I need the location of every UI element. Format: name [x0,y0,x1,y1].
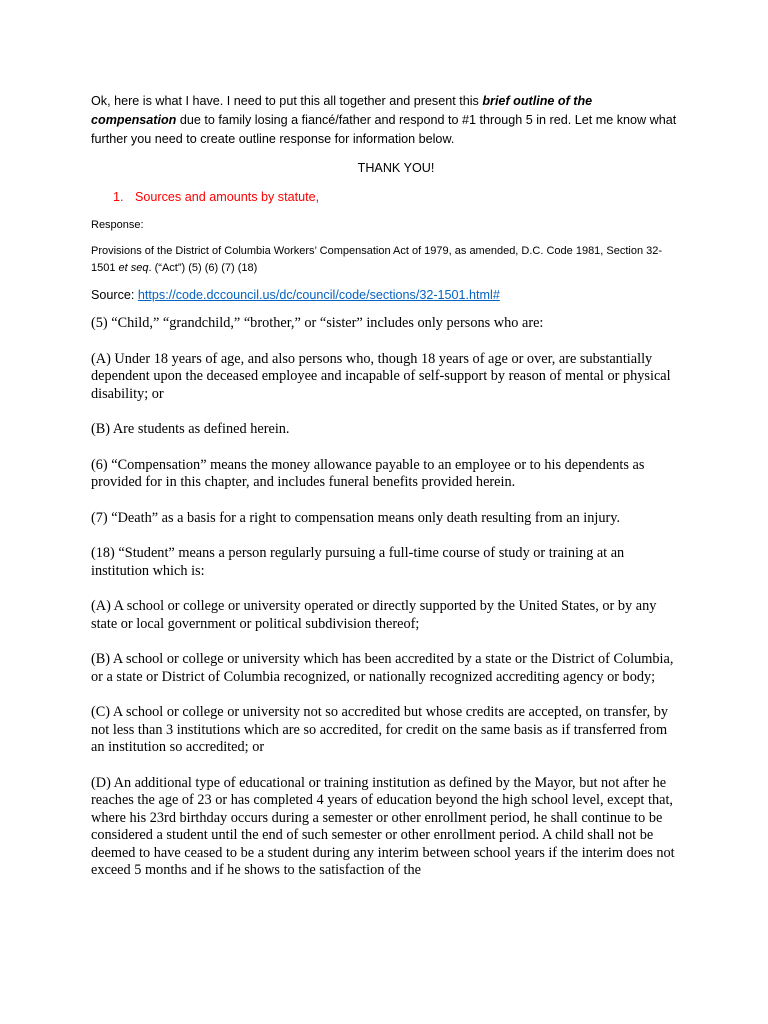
statute-paragraph-6: (6) “Compensation” means the money allowance payable to an employee or to his dependents as provided for in this chapter, and includes funeral benefits provided herein. [91,456,645,490]
intro-text-2: due to family losing a fiancé/father and respond to #1 through 5 in red. Let me know what further you need to create outline response for information below. [91,113,677,146]
list-number: 1. [113,190,124,204]
list-item-label: Sources and amounts by statute, [135,190,320,204]
statute-paragraph-18b: (B) A school or college or university which has been accredited by a state or the District of Columbia, or a state or District of Columbia recognized, or nationally recognized accrediting agency or body; [91,651,674,685]
statute-paragraph-5: (5) “Child,” “grandchild,” “brother,” or “sister” includes only persons who are: [91,315,544,331]
statute-paragraph-18a: (A) A school or college or university operated or directly supported by the United States, or by any state or local government or political subdivision thereof; [91,598,657,632]
statute-paragraph-5b: (B) Are students as defined herein. [91,421,290,437]
document-page [91,92,681,880]
intro-paragraph [91,92,681,149]
provisions-paragraph [91,243,681,277]
statute-paragraph-18: (18) “Student” means a person regularly pursuing a full-time course of study or training at an institution which is: [91,545,625,579]
source-link[interactable]: https://code.dccouncil.us/dc/council/code/sections/32-1501.html# [137,288,500,302]
response-label: Response: [91,219,144,231]
statute-paragraph-18c: (C) A school or college or university not so accredited but whose credits are accepted, on transfer, by not less than 3 institutions which are so accredited, for credit on the same basis as if transferred from an institution so accredited; or [91,704,669,755]
statute-paragraph-5a: (A) Under 18 years of age, and also persons who, though 18 years of age or over, are substantially dependent upon the deceased employee and incapable of self-support by reason of mental or physical disability; or [91,350,671,402]
statute-paragraph-18d: (D) An additional type of educational or training institution as defined by the Mayor, but not after he reaches the age of 23 or has completed 4 years of education beyond the high school level, except that, where his 23rd birthday occurs during a semester or other enrollment period, he shall continue to be considered a student until the end of such semester or other enrollment period. A child shall not be deemed to have ceased to be a student during any interim between school years if the interim does not exceed 5 months and if he shows to the satisfaction of the [91,774,675,878]
intro-text-1: Ok, here is what I have. I need to put this all together and present this [91,94,483,108]
source-line [91,286,681,305]
provisions-italic: et seq [118,262,149,274]
thank-you-line: THANK YOU! [357,161,435,175]
intro-bold-phrase: brief outline of the compensation [91,94,593,127]
statute-paragraph-7: (7) “Death” as a basis for a right to compensation means only death resulting from an injury. [91,509,621,526]
provisions-text-1: Provisions of the District of Columbia Workers’ Compensation Act of 1979, as amended, D.C. Code 1981, Section 32-1501 [91,245,663,274]
numbered-list-item-1 [91,188,681,207]
source-label: Source: [91,288,138,302]
provisions-text-2: . (“Act”) (5) (6) (7) (18) [148,262,258,274]
